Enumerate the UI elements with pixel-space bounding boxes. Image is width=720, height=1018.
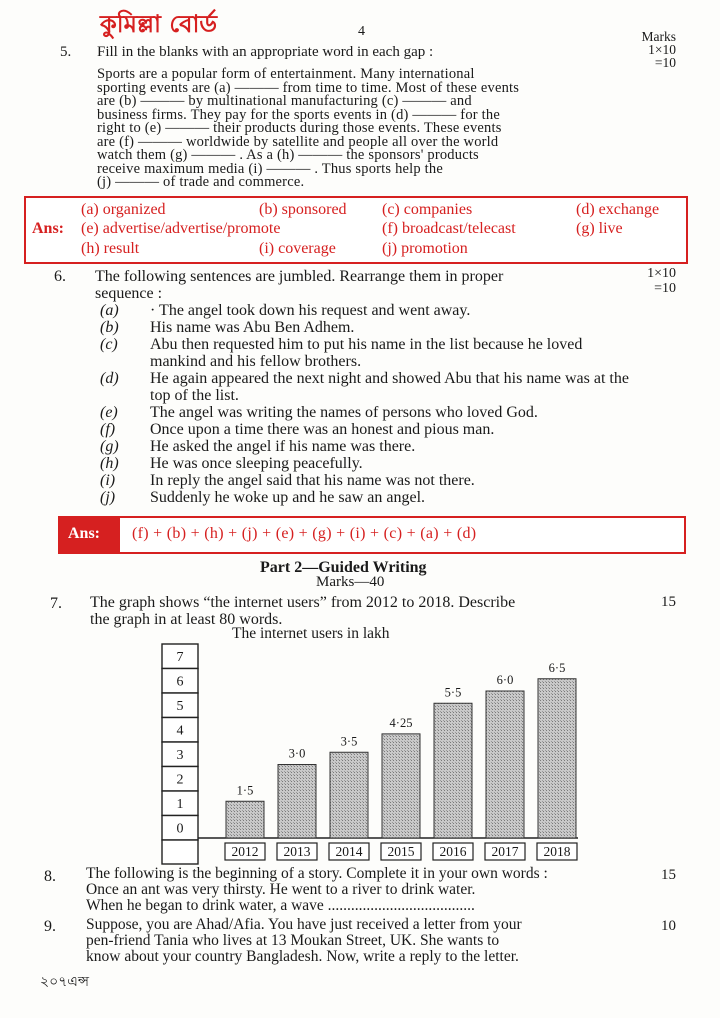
data-label: 4·25 (389, 715, 413, 730)
answer-label: Ans: (68, 525, 101, 542)
q6-number: 6. (54, 268, 66, 285)
answer-label-bg (60, 518, 120, 552)
x-tick-label: 2015 (387, 844, 415, 859)
bar (278, 765, 316, 839)
sentence-label: (j) (100, 489, 116, 506)
q7-prompt-line: The graph shows “the internet users” from 2012 to 2018. Describe (90, 594, 516, 611)
sentence-text: In reply the angel said that his name was not there. (150, 472, 475, 489)
x-tick-label: 2014 (335, 844, 363, 859)
data-label: 6·0 (496, 673, 514, 687)
q8-number: 8. (44, 868, 56, 885)
y-tick-label: 3 (176, 748, 184, 763)
sentence-text: Abu then requested him to put his name in the list because he loved mankind and his fellow brothers. (150, 336, 583, 370)
bar (538, 679, 576, 838)
bar (382, 734, 420, 838)
bar (434, 703, 472, 838)
sentence-label: (d) (100, 370, 119, 387)
data-label: 5·5 (444, 685, 462, 700)
sentence-label: (g) (100, 438, 119, 455)
answer-item: (e) advertise/advertise/promote (81, 220, 281, 237)
q9-line: pen-friend Tania who lives at 13 Moukan Street, UK. She wants to (86, 932, 500, 949)
part2-title: Part 2—Guided Writing (260, 559, 427, 576)
y-tick-label: 0 (176, 821, 184, 837)
y-tick-label: 2 (176, 772, 184, 788)
q8-line: The following is the beginning of a story. Complete it in your own words : (86, 865, 548, 882)
y-axis-base-box (162, 840, 198, 864)
board-title: কুমিল্লা বোর্ড (100, 10, 218, 38)
sentence-text: · The angel took down his request and went away. (150, 302, 471, 319)
q8-line: When he began to drink water, a wave ...................................... (86, 897, 475, 914)
marks-label: Marks (641, 29, 676, 44)
answer-item: (a) organized (81, 201, 166, 218)
q9-number: 9. (44, 918, 56, 935)
x-tick-label: 2016 (439, 844, 467, 859)
q5-marks-2: =10 (654, 55, 676, 70)
answer-item: (h) result (81, 240, 140, 257)
q9-marks: 10 (661, 918, 676, 934)
x-tick-label: 2012 (231, 844, 259, 859)
passage-line: are (b) ——— by multinational manufacturing (c) ——— and (97, 93, 472, 109)
footer-code: ২০৭এন্স (40, 974, 89, 990)
x-tick-label: 2013 (283, 844, 311, 859)
q6-answer-box (58, 516, 686, 554)
sentence-label: (a) (100, 302, 119, 319)
answer-label: Ans: (32, 220, 65, 237)
passage-line: are (f) ——— worldwide by satellite and people all over the world (97, 133, 499, 150)
data-label: 3·5 (340, 734, 358, 749)
sentence-label: (h) (100, 455, 119, 472)
q5-number: 5. (60, 44, 72, 60)
sentence-text: Suddenly he woke up and he saw an angel. (150, 489, 426, 506)
q9-text (86, 917, 522, 965)
bar (486, 691, 524, 838)
q6-prompt-line: sequence : (95, 285, 163, 302)
q5-answer-box (24, 196, 688, 264)
answer-item: (f) broadcast/telecast (382, 220, 516, 237)
q6-sentences (100, 302, 660, 512)
data-label: 1·5 (236, 783, 254, 798)
q8-line: Once an ant was very thirsty. He went to a river to drink water. (86, 881, 476, 898)
bar (226, 801, 264, 838)
y-tick-label: 1 (176, 797, 184, 812)
q6-marks-1: 1×10 (647, 266, 676, 281)
q8-marks: 15 (661, 867, 676, 883)
q5-prompt: Fill in the blanks with an appropriate word in each gap : (97, 44, 434, 60)
q7-number: 7. (50, 595, 62, 612)
sentence-label: (b) (100, 319, 119, 336)
bar-chart (150, 640, 590, 870)
y-tick-label: 6 (176, 674, 184, 690)
passage-line: right to (e) ——— their products during those events. These events (97, 120, 502, 136)
answer-sequence: (f) + (b) + (h) + (j) + (e) + (g) + (i) + (c) + (a) + (d) (132, 525, 477, 542)
data-label: 3·0 (288, 746, 306, 761)
sentence-label: (f) (100, 421, 116, 438)
answer-item: (j) promotion (382, 240, 468, 257)
q6-marks-2: =10 (654, 281, 676, 296)
passage-line: sporting events are (a) ——— from time to time. Most of these events (97, 79, 520, 96)
q6-prompt-line: The following sentences are jumbled. Rearrange them in proper (95, 268, 504, 285)
q7-prompt (90, 594, 515, 628)
sentence-text: His name was Abu Ben Adhem. (150, 319, 355, 336)
part2-marks: Marks—40 (316, 574, 385, 590)
answer-item: (d) exchange (576, 201, 660, 218)
passage-line: (j) ——— of trade and commerce. (97, 174, 305, 190)
x-tick-label: 2017 (491, 844, 519, 859)
marks-header (626, 30, 676, 69)
q6-marks (636, 266, 676, 296)
answer-item: (b) sponsored (259, 201, 347, 218)
y-tick-label: 4 (176, 723, 184, 739)
sentence-label: (e) (100, 404, 118, 421)
q6-prompt (95, 268, 503, 302)
data-label: 6·5 (548, 660, 566, 675)
x-tick-label: 2018 (543, 844, 571, 859)
sentence-label: (i) (100, 472, 116, 489)
answer-item: (g) live (576, 220, 623, 237)
chart-title: The internet users in lakh (232, 625, 390, 642)
q9-line: know about your country Bangladesh. Now, write a reply to the letter. (86, 948, 519, 965)
sentence-label: (c) (100, 336, 118, 353)
q5-marks-1: 1×10 (648, 42, 676, 57)
page-number: 4 (358, 24, 365, 39)
q7-prompt-line: the graph in at least 80 words. (90, 611, 283, 628)
q7-marks: 15 (661, 594, 676, 610)
sentence-text: Once upon a time there was an honest and pious man. (150, 421, 495, 438)
y-tick-label: 5 (176, 699, 184, 714)
q8-text (86, 866, 548, 914)
y-tick-label: 7 (176, 650, 184, 665)
sentence-text: He again appeared the next night and showed Abu that his name was at the top of the list. (150, 370, 629, 404)
passage-line: business firms. They pay for the sports events in (d) ——— for the (97, 106, 500, 123)
sentence-text: He was once sleeping peacefully. (150, 455, 363, 472)
q5-passage (97, 68, 635, 190)
q9-line: Suppose, you are Ahad/Afia. You have just received a letter from your (86, 916, 522, 933)
sentence-text: He asked the angel if his name was there. (150, 438, 416, 455)
answer-item: (i) coverage (259, 240, 336, 257)
passage-line: receive maximum media (i) ——— . Thus sports help the (97, 160, 443, 177)
bar (330, 752, 368, 838)
sentence-text: The angel was writing the names of persons who loved God. (150, 404, 538, 421)
answer-item: (c) companies (382, 201, 473, 218)
passage-line: Sports are a popular form of entertainment. Many international (97, 66, 475, 82)
passage-line: watch them (g) ——— . As a (h) ——— the sponsors' products (97, 147, 479, 163)
